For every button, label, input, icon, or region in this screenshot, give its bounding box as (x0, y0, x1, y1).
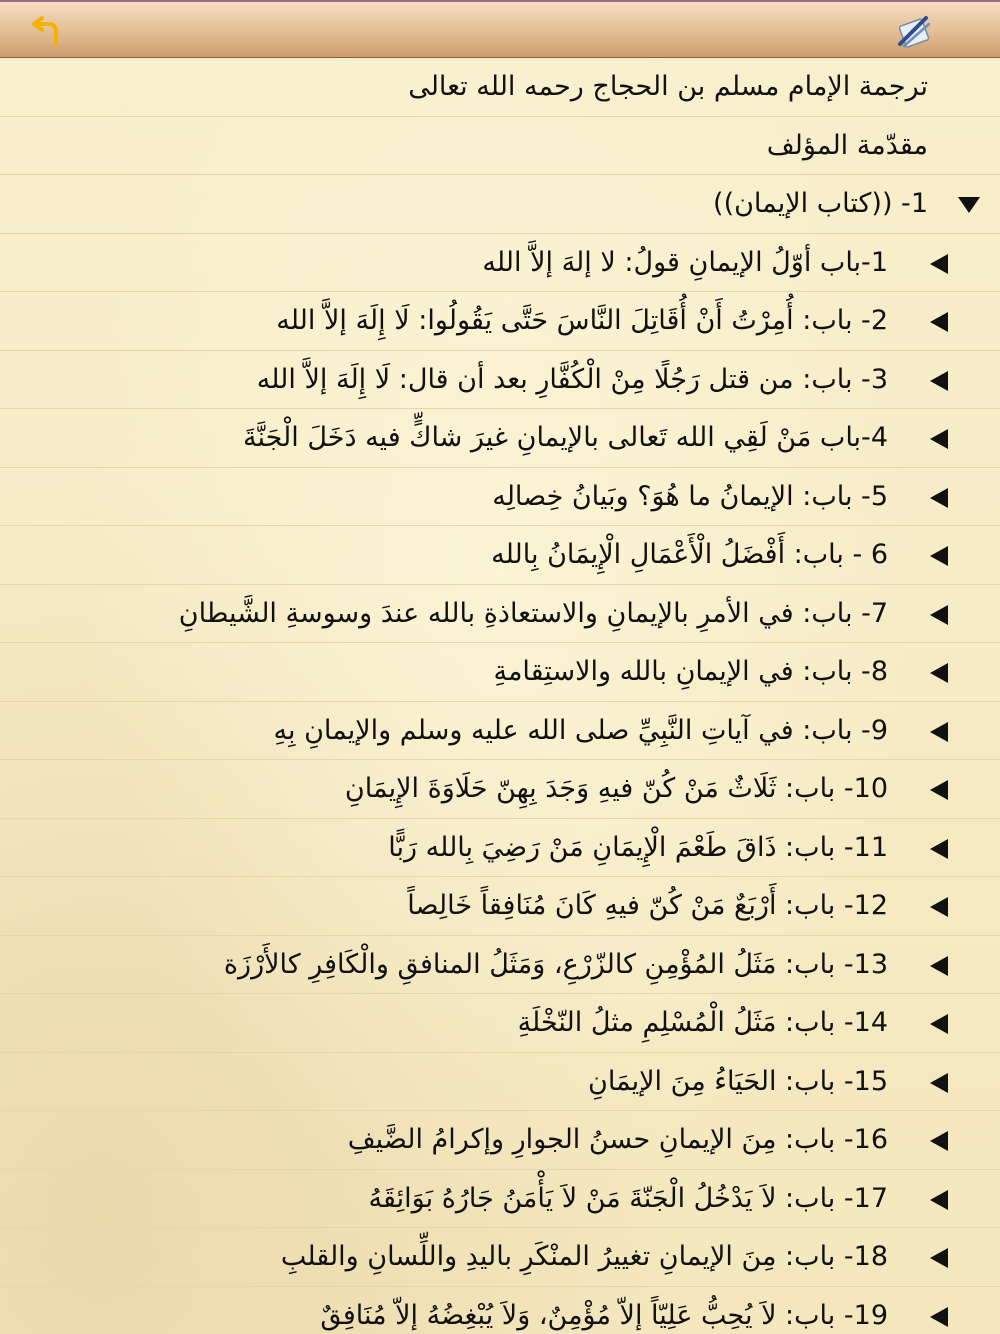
chapter-item[interactable] (0, 526, 1000, 585)
chapter-label: 1-باب أوّلُ الإيمانِ قولُ: لا إلهَ إلاَّ الله (482, 246, 888, 278)
chapter-label: 18- باب: مِنَ الإيمانِ تغييرُ المنْكَرِ باليدِ واللِّسانِ والقلبِ (280, 1241, 888, 1272)
expanded-triangle-icon (958, 197, 980, 213)
chapter-label: 12- باب: أَرْبَعٌ مَنْ كُنّ فيهِ كَانَ مُنَافِقاً خَالِصاً (407, 890, 888, 921)
pen-tools-button[interactable] (894, 10, 934, 52)
disclosure-triangle-icon (930, 956, 948, 976)
chapter-label: 13- باب: مَثَلُ المُؤْمِنِ كالزّرْعِ، وَمَثَلُ المنافقِ والْكَافِرِ كالأَرْزَة (223, 948, 888, 980)
chapter-item[interactable] (0, 702, 1000, 761)
chapter-item[interactable] (0, 877, 1000, 936)
chapter-item[interactable] (0, 585, 1000, 644)
chapter-label: 8- باب: في الإيمانِ بالله والاستِقامةِ (493, 656, 888, 687)
chapter-label: 19- باب: لاَ يُحِبُّ عَلِيّاً إلاّ مُؤْمِنٌ، وَلاَ يُبْغِضُهُ إلاّ مُنَافِقٌ (320, 1299, 888, 1331)
chapter-item[interactable] (0, 1287, 1000, 1334)
back-arrow-icon (26, 10, 66, 52)
disclosure-triangle-icon (930, 605, 948, 625)
list-item-label: مقدّمة المؤلف (766, 129, 928, 161)
chapter-label: 4-باب مَنْ لَقِي الله تَعالى بالإيمانِ غيرَ شاكٍّ فيه دَخَلَ الْجَنَّةَ (242, 422, 888, 453)
chapter-item[interactable] (0, 1170, 1000, 1229)
disclosure-triangle-icon (930, 371, 948, 391)
disclosure-triangle-icon (930, 1131, 948, 1151)
chapter-label: 16- باب: مِنَ الإيمانِ حسنُ الجوارِ وإكرامُ الضَّيفِ (347, 1124, 888, 1155)
disclosure-triangle-icon (930, 1190, 948, 1210)
pen-tools-icon (894, 10, 934, 52)
chapter-list (0, 58, 1000, 1334)
chapter-item[interactable] (0, 1111, 1000, 1170)
list-item-biography[interactable] (0, 58, 1000, 117)
chapter-label: 7- باب: في الأمرِ بالإيمانِ والاستعاذةِ بالله عندَ وسوسةِ الشَّيطانِ (178, 597, 888, 629)
chapter-item[interactable] (0, 409, 1000, 468)
chapter-label: 5- باب: الإيمانُ ما هُوَ؟ وبَيانُ خِصالِه (492, 480, 888, 512)
chapter-label: 6 - باب: أَفْضَلُ الْأَعْمَالِ الْإِيمَانُ بِالله (491, 539, 888, 570)
disclosure-triangle-icon (930, 429, 948, 449)
disclosure-triangle-icon (930, 839, 948, 859)
chapter-label: 17- باب: لاَ يَدْخُلُ الْجَنّةَ مَنْ لاَ يَأْمَنُ جَارُهُ بَوَائِقَهُ (368, 1182, 888, 1214)
chapter-label: 14- باب: مَثَلُ الْمُسْلِمِ مثلُ النّخْلَةِ (517, 1007, 888, 1038)
chapter-item[interactable] (0, 819, 1000, 878)
disclosure-triangle-icon (930, 1307, 948, 1327)
disclosure-triangle-icon (930, 780, 948, 800)
chapter-label: 9- باب: في آياتِ النَّبِيِّ صلى الله عليه وسلم والإيمانِ بِهِ (273, 714, 888, 746)
disclosure-triangle-icon (930, 663, 948, 683)
disclosure-triangle-icon (930, 546, 948, 566)
chapter-label: 10- باب: ثَلَاثٌ مَنْ كُنّ فيهِ وَجَدَ بِهِنّ حَلَاوَةَ الإِيمَانِ (344, 773, 888, 804)
list-item-introduction[interactable] (0, 117, 1000, 176)
chapter-item[interactable] (0, 994, 1000, 1053)
chapter-item[interactable] (0, 936, 1000, 995)
disclosure-triangle-icon (930, 312, 948, 332)
chapter-label: 11- باب: ذَاقَ طَعْمَ الْإِيمَانِ مَنْ رَضِيَ بِالله رَبًّا (388, 831, 888, 863)
disclosure-triangle-icon (930, 1248, 948, 1268)
chapter-item[interactable] (0, 468, 1000, 527)
disclosure-triangle-icon (930, 1073, 948, 1093)
disclosure-triangle-icon (930, 722, 948, 742)
chapter-item[interactable] (0, 234, 1000, 293)
disclosure-triangle-icon (930, 254, 948, 274)
chapter-label: 3- باب: من قتل رَجُلًا مِنْ الْكُفَّارِ بعد أن قال: لَا إِلَهَ إلاَّ الله (256, 363, 888, 395)
chapter-item[interactable] (0, 643, 1000, 702)
disclosure-triangle-icon (930, 1014, 948, 1034)
book-label: 1- ((كتاب الإيمان)) (713, 188, 928, 219)
chapter-item[interactable] (0, 1053, 1000, 1112)
back-button[interactable] (26, 10, 66, 52)
chapter-item[interactable] (0, 351, 1000, 410)
chapter-item[interactable] (0, 292, 1000, 351)
book-item-iman[interactable] (0, 175, 1000, 234)
chapter-item[interactable] (0, 1228, 1000, 1287)
disclosure-triangle-icon (930, 897, 948, 917)
chapter-label: 2- باب: أُمِرْتُ أَنْ أُقَاتِلَ النَّاسَ حَتَّى يَقُولُوا: لَا إِلَهَ إلاَّ الله (276, 305, 888, 336)
list-item-label: ترجمة الإمام مسلم بن الحجاج رحمه الله تعالى (408, 71, 928, 102)
disclosure-triangle-icon (930, 488, 948, 508)
chapter-label: 15- باب: الحَيَاءُ مِنَ الإيمَانِ (587, 1065, 888, 1097)
navigation-bar (0, 0, 1000, 58)
chapter-item[interactable] (0, 760, 1000, 819)
